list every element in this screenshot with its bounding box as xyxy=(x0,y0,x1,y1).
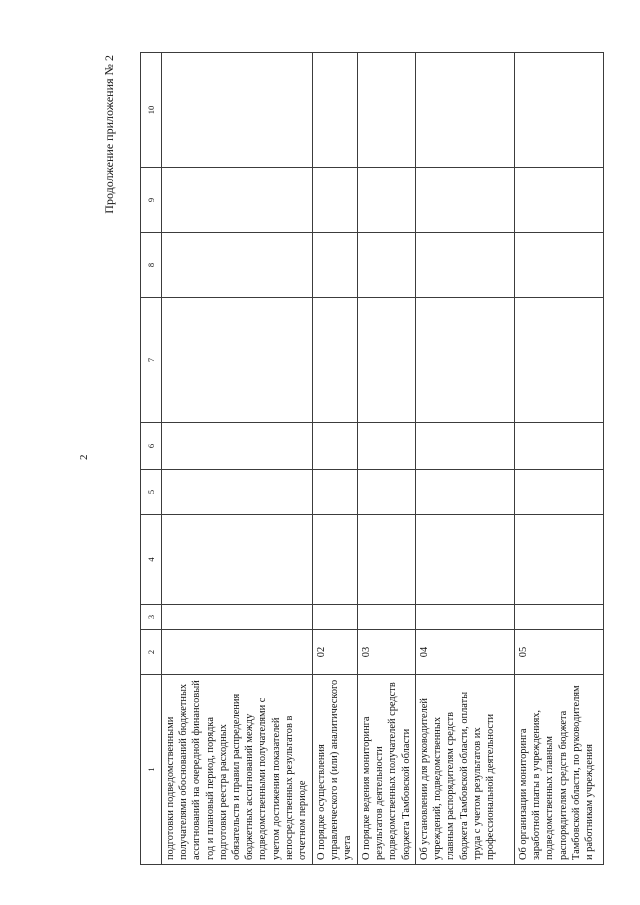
table-cell xyxy=(515,423,604,470)
table-cell xyxy=(416,233,515,298)
row-description: Об организации мониторинга заработной платы в учреждениях, подведомственных главным распорядителям средств бюджета Тамбовской области, по руководителям и работникам учреждения xyxy=(515,675,604,865)
row-code: 05 xyxy=(515,630,604,675)
column-header: 6 xyxy=(141,423,162,470)
table-cell xyxy=(416,298,515,423)
table-cell xyxy=(416,470,515,515)
table-cell xyxy=(313,53,358,168)
table-cell xyxy=(416,423,515,470)
column-header: 4 xyxy=(141,515,162,605)
table-cell xyxy=(358,470,416,515)
table-cell xyxy=(313,298,358,423)
table-cell xyxy=(515,298,604,423)
table-cell xyxy=(313,233,358,298)
table-cell xyxy=(358,53,416,168)
table-cell xyxy=(313,515,358,605)
table-cell xyxy=(515,605,604,630)
table-cell xyxy=(162,168,313,233)
table-cell xyxy=(515,515,604,605)
table-cell xyxy=(416,53,515,168)
column-header: 5 xyxy=(141,470,162,515)
table-cell xyxy=(515,470,604,515)
table-cell xyxy=(416,515,515,605)
table-cell xyxy=(358,423,416,470)
table-cell xyxy=(162,605,313,630)
table-cell xyxy=(162,470,313,515)
table-cell xyxy=(313,423,358,470)
column-header: 10 xyxy=(141,53,162,168)
row-description: Об установлении для руководителей учреждений, подведомственных главным распорядителям средств бюджета Тамбовской области, оплаты труда с учетом результатов их профессиональной деятельности xyxy=(416,675,515,865)
table-cell xyxy=(313,168,358,233)
column-header: 3 xyxy=(141,605,162,630)
table-cell xyxy=(313,605,358,630)
column-header: 2 xyxy=(141,630,162,675)
appendix-caption: Продолжение приложения № 2 xyxy=(102,55,116,214)
row-code: 03 xyxy=(358,630,416,675)
table-cell xyxy=(515,168,604,233)
table-row xyxy=(358,53,416,865)
row-description: подготовки подведомственными получателями обоснований бюджетных ассигнований на очередной финансовый год и плановый период, порядка подготовки реестра расходных обязательств и правил распределения бюджетных ассигнований между подведомственными получателями с учетом достижения показателей непосредственных результатов в отчетном периоде xyxy=(162,675,313,865)
column-header: 9 xyxy=(141,168,162,233)
table-cell xyxy=(162,515,313,605)
data-table xyxy=(140,52,604,865)
table-cell xyxy=(162,298,313,423)
row-description: О порядке ведения мониторинга результатов деятельности подведомственных получателей средств бюджета Тамбовской области xyxy=(358,675,416,865)
table-row xyxy=(162,53,313,865)
table-cell xyxy=(358,168,416,233)
table-cell xyxy=(416,605,515,630)
table-cell xyxy=(515,53,604,168)
table-row xyxy=(515,53,604,865)
row-code: 04 xyxy=(416,630,515,675)
table-cell xyxy=(162,53,313,168)
column-header: 1 xyxy=(141,675,162,865)
table-cell xyxy=(313,470,358,515)
page-number: 2 xyxy=(78,454,90,460)
row-description: О порядке осуществления управленческого и (или) аналитического учета xyxy=(313,675,358,865)
table-cell xyxy=(358,298,416,423)
table-cell xyxy=(162,233,313,298)
table-cell xyxy=(162,423,313,470)
row-code: 02 xyxy=(313,630,358,675)
row-code xyxy=(162,630,313,675)
column-header: 8 xyxy=(141,233,162,298)
table-cell xyxy=(515,233,604,298)
column-header: 7 xyxy=(141,298,162,423)
table-cell xyxy=(416,168,515,233)
table-row xyxy=(313,53,358,865)
table-row xyxy=(416,53,515,865)
column-number-row xyxy=(141,53,162,865)
table-cell xyxy=(358,605,416,630)
table-cell xyxy=(358,515,416,605)
table-cell xyxy=(358,233,416,298)
